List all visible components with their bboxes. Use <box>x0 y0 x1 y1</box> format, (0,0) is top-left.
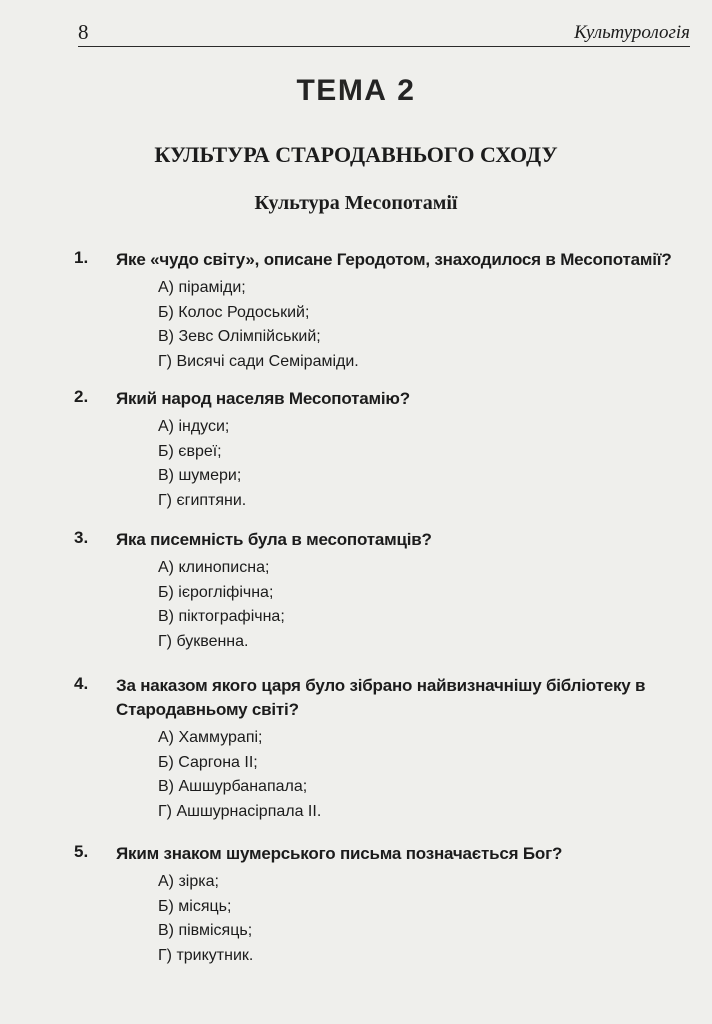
question-number: 3. <box>74 528 89 547</box>
question-text: Яким знаком шумерського письма позначається Бог? <box>116 844 563 863</box>
answer-option: Г) Ашшурнасірпала ІІ. <box>158 802 322 820</box>
question-number: 2. <box>74 387 89 406</box>
answer-option: А) піраміди; <box>158 279 246 296</box>
answer-list <box>158 556 672 654</box>
answer-option: Г) єгиптяни. <box>158 491 247 509</box>
answer-option: А) індуси; <box>158 418 230 435</box>
running-title: Культурологія <box>574 22 690 43</box>
question-5 <box>74 842 672 968</box>
question-text: Яка писемність була в месопотамців? <box>116 530 432 549</box>
answer-option: В) Зевс Олімпійський; <box>158 328 321 345</box>
answer-option: В) шумери; <box>158 467 242 484</box>
subsection-title: Культура Месопотамії <box>254 192 458 214</box>
answer-option: Б) Саргона ІІ; <box>158 753 258 771</box>
question-number: 5. <box>74 842 89 861</box>
question-1 <box>74 248 672 374</box>
answer-list <box>158 726 672 824</box>
answer-list <box>158 415 672 513</box>
answer-option: А) зірка; <box>158 873 219 890</box>
answer-list <box>158 870 672 968</box>
section-title: КУЛЬТУРА СТАРОДАВНЬОГО СХОДУ <box>154 142 558 167</box>
question-3 <box>74 528 672 654</box>
answer-option: Г) трикутник. <box>158 946 254 964</box>
answer-option: А) Хаммурапі; <box>158 729 263 746</box>
answer-option: Б) євреї; <box>158 442 222 460</box>
question-text: За наказом якого царя було зібрано найвизначнішу бібліотеку в Стародавньому світі? <box>116 676 646 719</box>
answer-option: Г) буквенна. <box>158 632 249 650</box>
question-number: 1. <box>74 248 89 267</box>
answer-option: А) клинописна; <box>158 559 270 576</box>
question-text: Який народ населяв Месопотамію? <box>116 389 410 408</box>
question-4 <box>74 674 672 824</box>
answer-option: В) півмісяць; <box>158 922 253 939</box>
answer-option: Г) Висячі сади Семіраміди. <box>158 352 359 370</box>
answer-option: Б) ієрогліфічна; <box>158 583 274 601</box>
question-2 <box>74 387 672 513</box>
question-text: Яке «чудо світу», описане Геродотом, знаходилося в Месопотамії? <box>116 250 672 269</box>
answer-option: В) піктографічна; <box>158 608 285 625</box>
answer-option: Б) місяць; <box>158 897 232 915</box>
page-header <box>78 18 690 47</box>
answer-list <box>158 276 672 374</box>
page-number: 8 <box>78 20 89 44</box>
answer-option: Б) Колос Родоський; <box>158 303 310 321</box>
theme-title: ТЕМА 2 <box>296 74 416 107</box>
question-number: 4. <box>74 674 89 693</box>
answer-option: В) Ашшурбанапала; <box>158 778 308 795</box>
